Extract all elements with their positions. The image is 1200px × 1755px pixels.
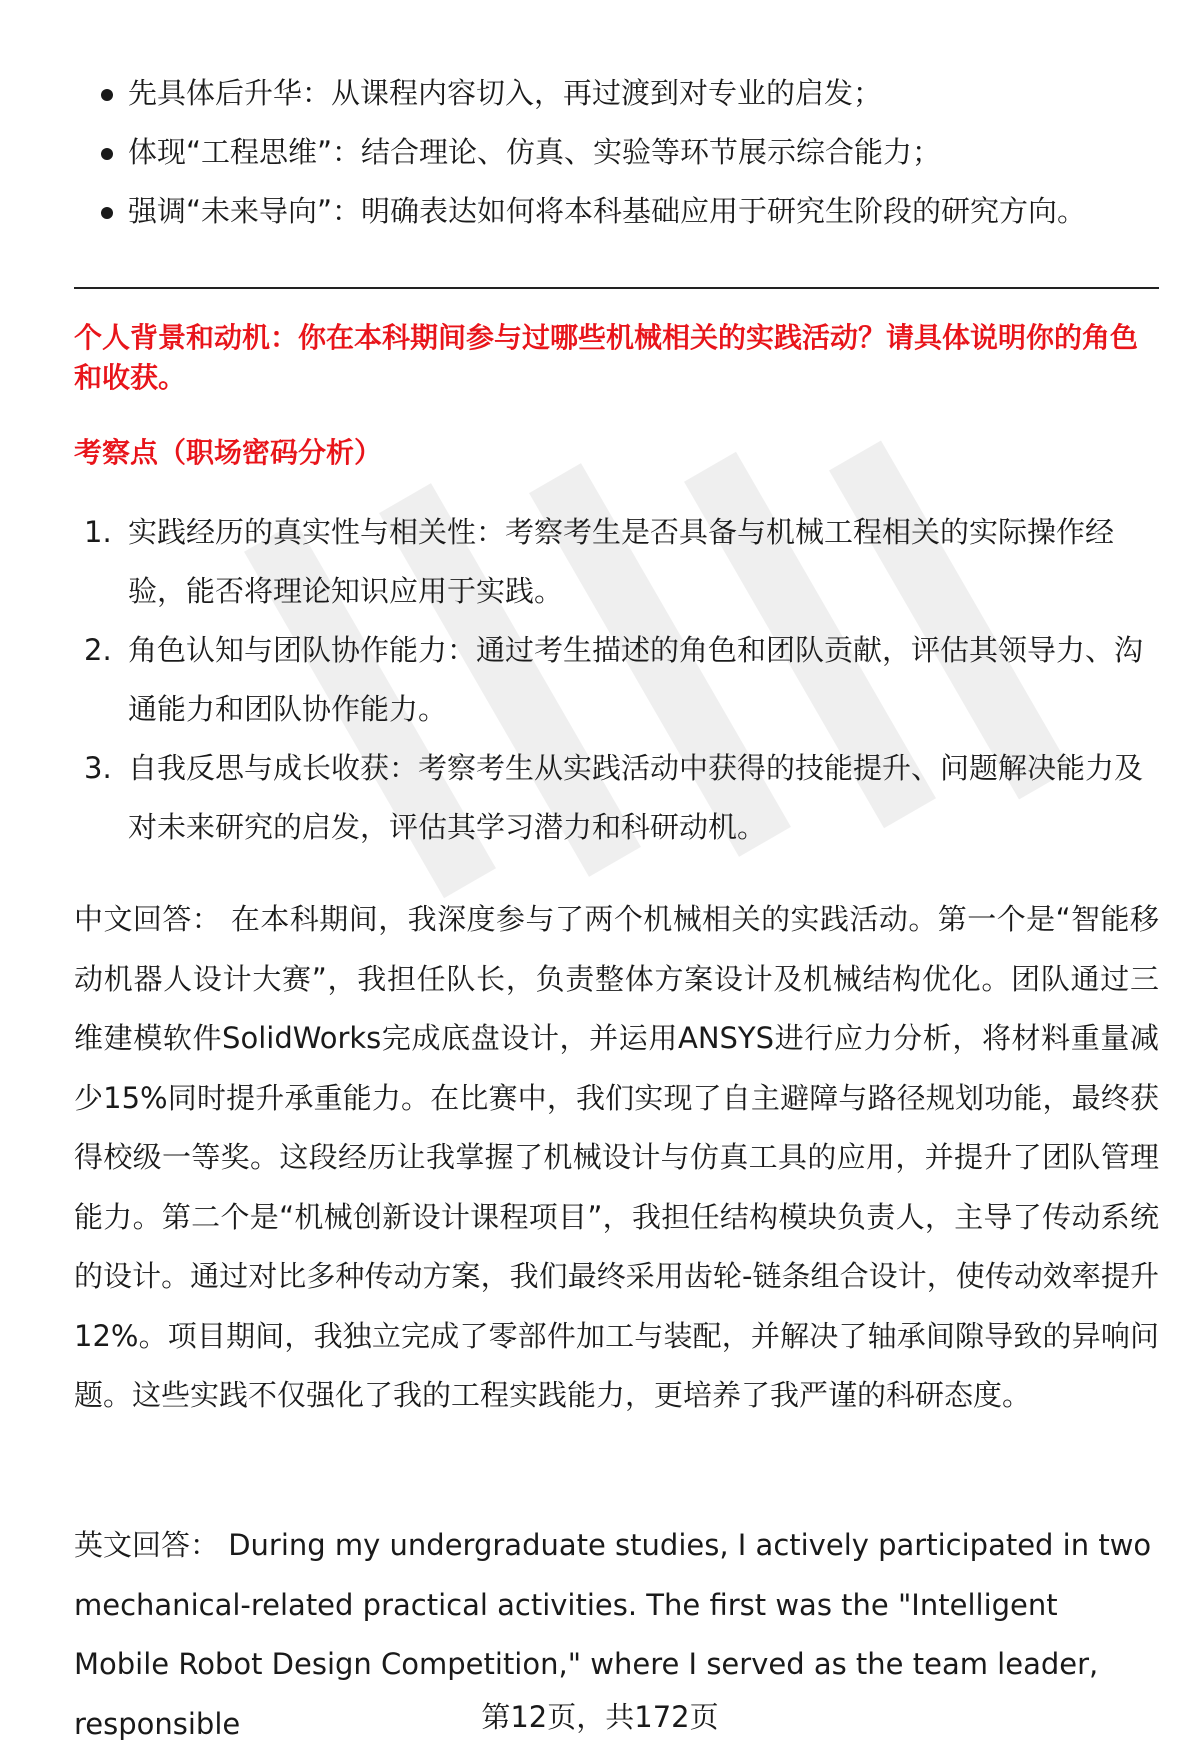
bullet-icon [101, 148, 113, 160]
page-number: 第12页，共172页 [481, 1700, 719, 1734]
section-title: 考察点（职场密码分析） [74, 436, 383, 469]
english-answer: 英文回答： During my undergraduate studies, I actively participated in two mechanical-related practical activities. The first was the "Intelligent Mobile Robot Design Competition," where I served as the team leader, responsible [74, 1528, 1152, 1741]
question-heading: 个人背景和动机：你在本科期间参与过哪些机械相关的实践活动？请具体说明你的角色和收获。 [74, 321, 1139, 394]
evaluation-points-list [74, 503, 1159, 857]
list-item: 1. 实践经历的真实性与相关性：考察考生是否具备与机械工程相关的实际操作经验，能否将理论知识应用于实践。 [74, 503, 1159, 621]
chinese-answer: 中文回答： 在本科期间，我深度参与了两个机械相关的实践活动。第一个是“智能移动机器人设计大赛”，我担任队长，负责整体方案设计及机械结构优化。团队通过三维建模软件SolidWorks完成底盘设计，并运用ANSYS进行应力分析，将材料重量减少15%同时提升承重能力。在比赛中，我们实现了自主避障与路径规划功能，最终获得校级一等奖。这段经历让我掌握了机械设计与仿真工具的应用，并提升了团队管理能力。第二个是“机械创新设计课程项目”，我担任结构模块负责人，主导了传动系统的设计。通过对比多种传动方案，我们最终采用齿轮-链条组合设计，使传动效率提升12%。项目期间，我独立完成了零部件加工与装配，并解决了轴承间隙导致的异响问题。这些实践不仅强化了我的工程实践能力，更培养了我严谨的科研态度。 [74, 902, 1159, 1412]
list-item: 3. 自我反思与成长收获：考察考生从实践活动中获得的技能提升、问题解决能力及对未来研究的启发，评估其学习潜力和科研动机。 [74, 739, 1159, 857]
list-item: 先具体后升华：从课程内容切入，再过渡到对专业的启发； [74, 64, 1159, 123]
divider [74, 287, 1159, 289]
bullet-icon [101, 89, 113, 101]
bullet-icon [101, 207, 113, 219]
list-item: 体现“工程思维”：结合理论、仿真、实验等环节展示综合能力； [74, 123, 1159, 182]
list-item: 强调“未来导向”：明确表达如何将本科基础应用于研究生阶段的研究方向。 [74, 182, 1159, 241]
tips-list [74, 64, 1159, 241]
item-number: 1. [84, 515, 112, 549]
list-item: 2. 角色认知与团队协作能力：通过考生描述的角色和团队贡献，评估其领导力、沟通能力和团队协作能力。 [74, 621, 1159, 739]
item-number: 2. [84, 633, 112, 667]
item-number: 3. [84, 751, 112, 785]
